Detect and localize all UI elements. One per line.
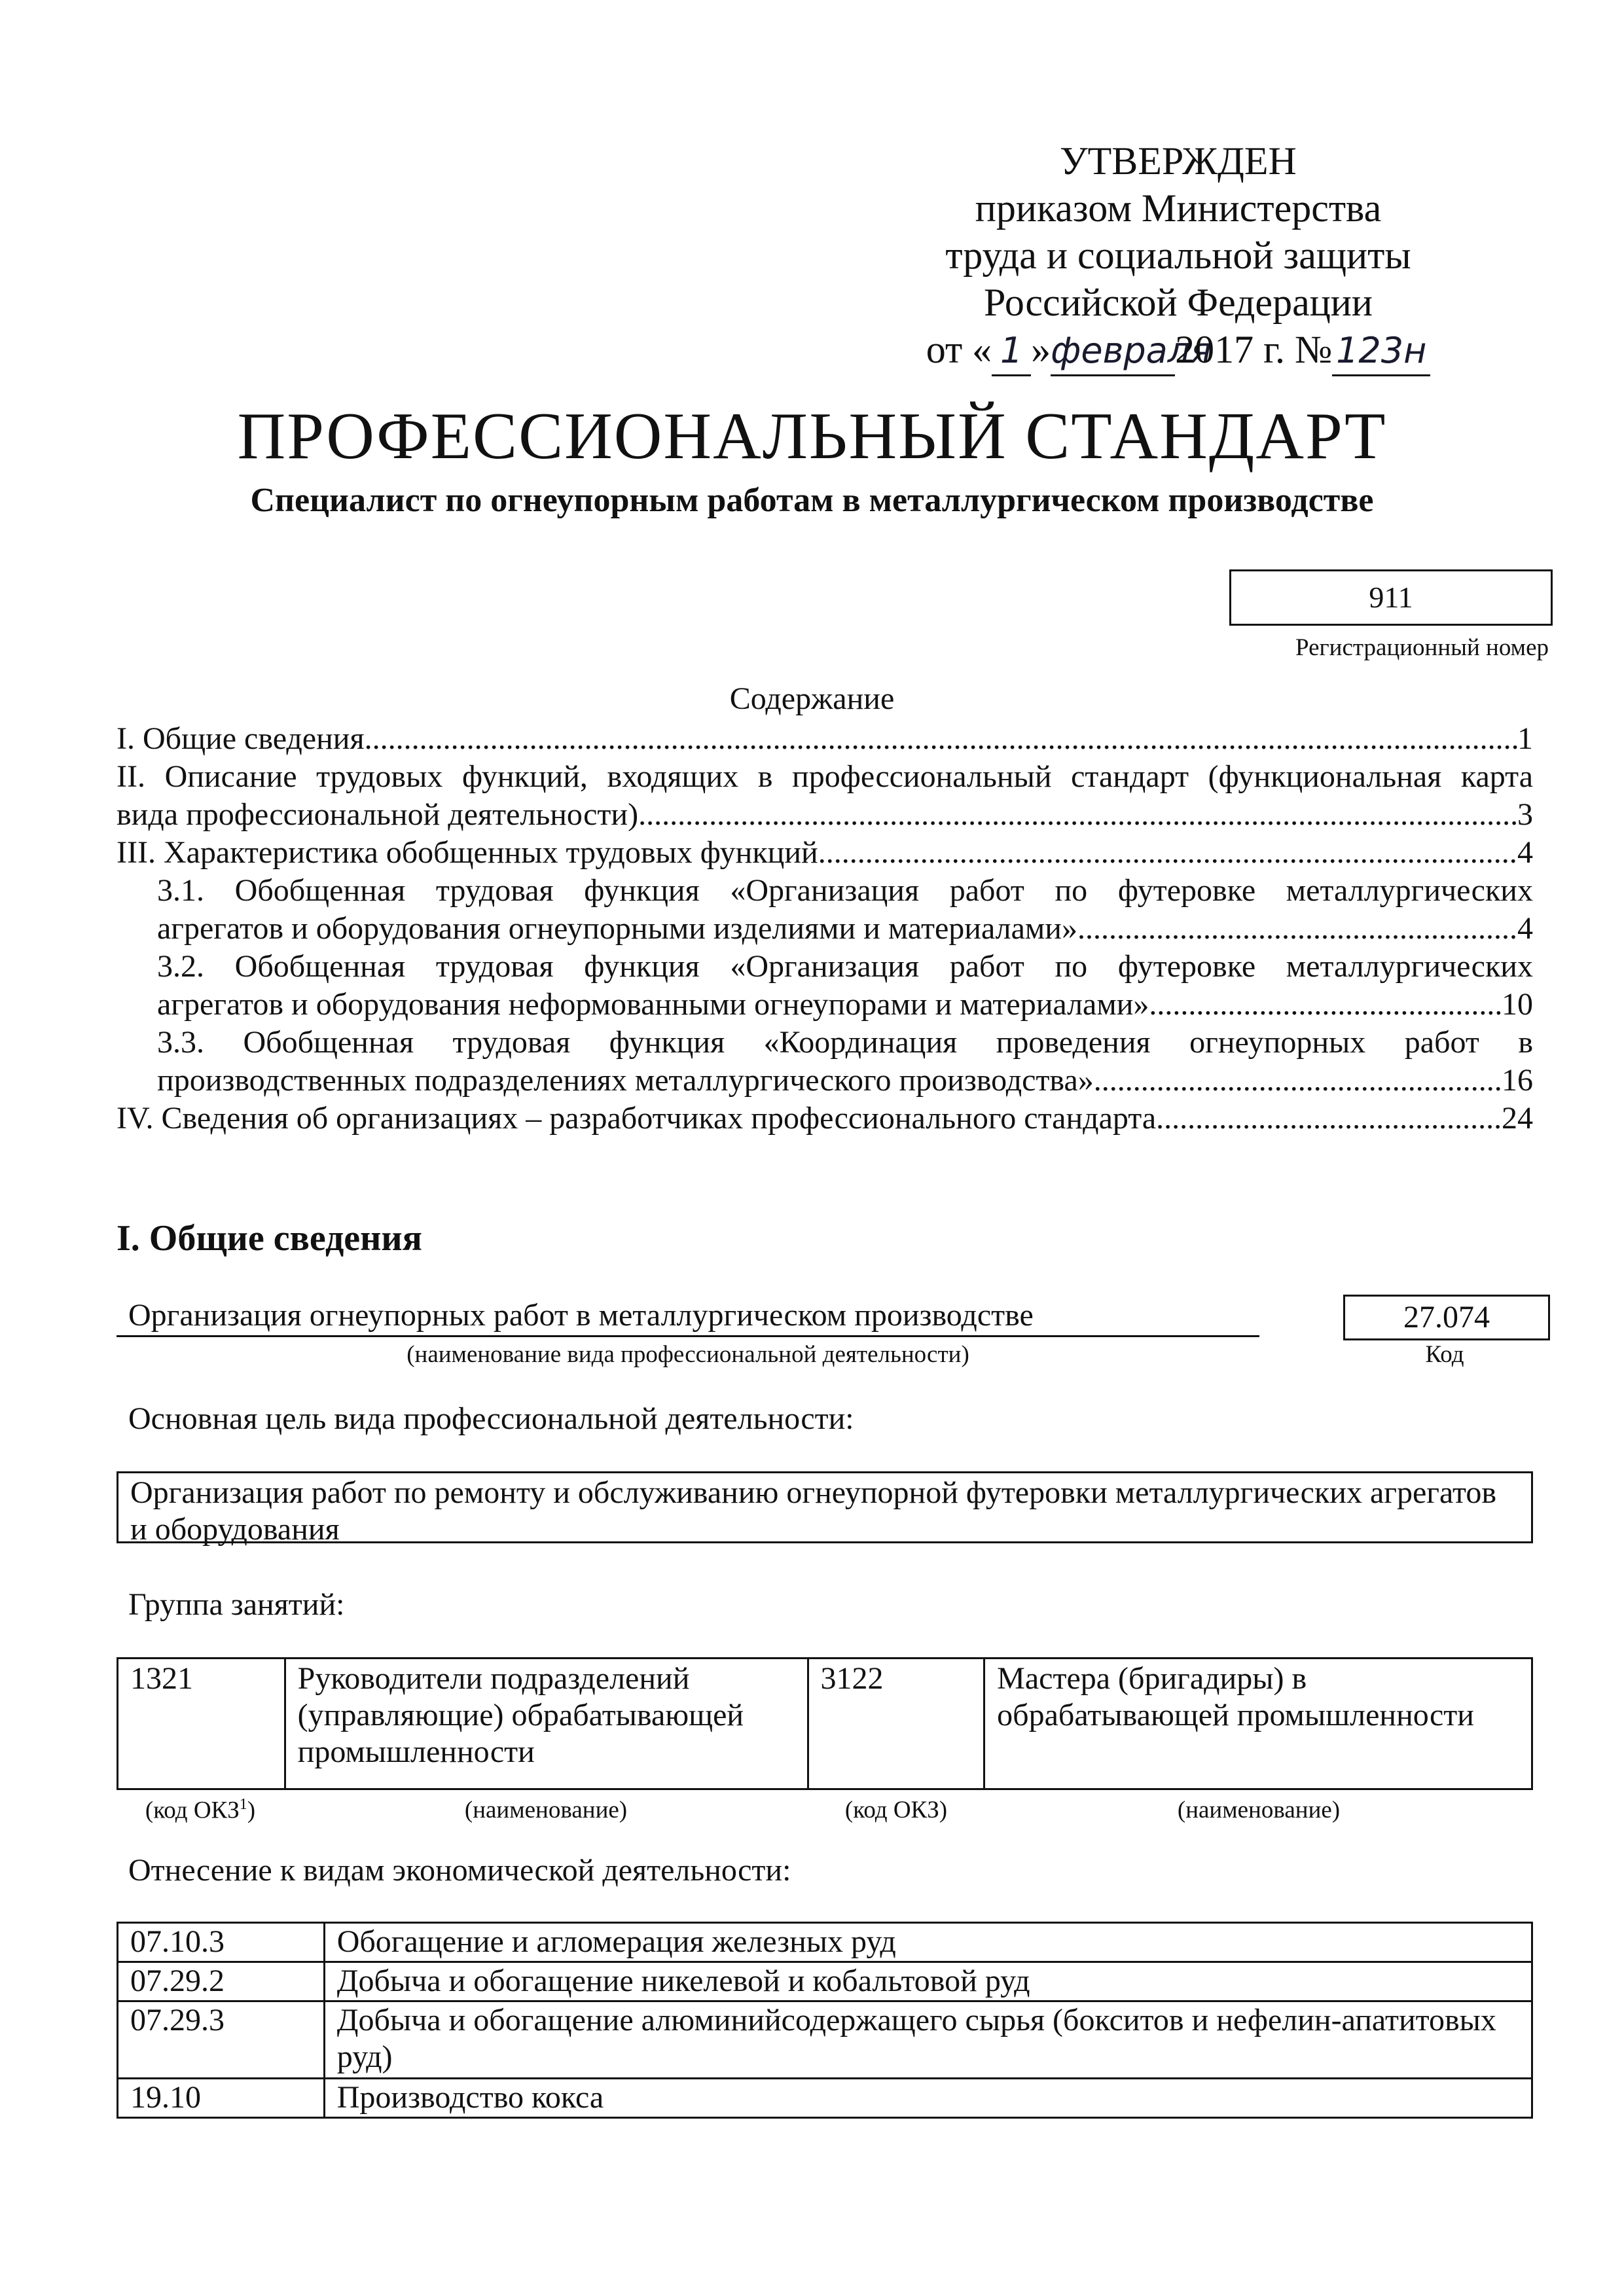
approval-title: УТВЕРЖДЕН <box>1060 139 1297 183</box>
footnote-marker: 1 <box>239 1796 247 1813</box>
table-row <box>118 1962 1532 2001</box>
registration-number-box: 911 <box>1229 569 1553 626</box>
date-year: 2017 г. № <box>1175 328 1333 371</box>
toc-page: 1 <box>1517 721 1533 756</box>
toc-item[interactable]: I. Общие сведения ..... 1 <box>117 720 1533 758</box>
handwritten-month: февраля <box>1051 327 1175 376</box>
document-title: ПРОФЕССИОНАЛЬНЫЙ СТАНДАРТ <box>237 399 1387 473</box>
table-row <box>118 1923 1532 1962</box>
economic-activity-table <box>117 1922 1533 2119</box>
occupation-name: Руководители подразделений (управляющие) обрабатывающей промышленности <box>285 1659 808 1789</box>
okved-code: 07.29.2 <box>118 1962 325 2001</box>
toc-item[interactable]: IV. Сведения об организациях – разработчиках профессионального стандарта ..... 24 <box>117 1100 1533 1138</box>
name-caption: (наименование) <box>464 1797 628 1823</box>
table-of-contents <box>117 720 1533 1138</box>
document-subtitle: Специалист по огнеупорным работам в металлургическом производстве <box>250 482 1374 519</box>
okved-name: Добыча и обогащение никелевой и кобальтовой руд <box>324 1962 1532 2001</box>
approval-line-2: труда и социальной защиты <box>945 234 1411 277</box>
occupation-name: Мастера (бригадиры) в обрабатывающей промышленности <box>984 1659 1532 1789</box>
okved-code: 19.10 <box>118 2079 325 2118</box>
okz-code-caption: (код ОКЗ) <box>844 1797 948 1823</box>
toc-item[interactable]: III. Характеристика обобщенных трудовых функций ..... 4 <box>117 834 1533 872</box>
toc-page: 3 <box>1517 797 1533 832</box>
toc-page: 24 <box>1502 1101 1533 1136</box>
activity-code-box: 27.074 <box>1343 1295 1550 1340</box>
approval-block <box>851 137 1506 376</box>
toc-page: 4 <box>1517 911 1533 946</box>
approval-line-3: Российской Федерации <box>983 281 1373 324</box>
occupation-code: 3122 <box>808 1659 984 1789</box>
goal-label: Основная цель вида профессиональной деятельности: <box>128 1401 854 1436</box>
okved-code: 07.10.3 <box>118 1923 325 1962</box>
toc-item[interactable]: 3.1. Обобщенная трудовая функция «Организация работ по футеровке металлургических агрегатов и оборудования огнеупорными изделиями и материалами» ..... 4 <box>117 872 1533 948</box>
toc-page: 10 <box>1502 987 1533 1022</box>
okved-name: Производство кокса <box>324 2079 1532 2118</box>
date-prefix: от « <box>926 328 992 371</box>
goal-box: Организация работ по ремонту и обслуживанию огнеупорной футеровки металлургических агрегатов и оборудования <box>117 1471 1533 1543</box>
occupation-code: 1321 <box>118 1659 285 1789</box>
toc-item[interactable]: 3.3. Обобщенная трудовая функция «Координация проведения огнеупорных работ в производственных подразделениях металлургического производства» ..... 16 <box>117 1024 1533 1100</box>
toc-item[interactable]: 3.2. Обобщенная трудовая функция «Организация работ по футеровке металлургических агрегатов и оборудования неформованными огнеупорами и материалами» ..... 10 <box>117 948 1533 1024</box>
table-row <box>118 2079 1532 2118</box>
handwritten-day: 1 <box>992 327 1031 376</box>
approval-date-line <box>851 326 1506 376</box>
table-row <box>118 2001 1532 2079</box>
toc-page: 4 <box>1517 835 1533 870</box>
economic-activity-label: Отнесение к видам экономической деятельности: <box>128 1853 791 1888</box>
okved-name: Обогащение и агломерация железных руд <box>324 1923 1532 1962</box>
okved-name: Добыча и обогащение алюминийсодержащего сырья (бокситов и нефелин-апатитовых руд) <box>324 2001 1532 2079</box>
toc-title: Содержание <box>729 681 895 716</box>
table-row <box>118 1659 1532 1789</box>
activity-underline <box>117 1335 1259 1337</box>
registration-number-label: Регистрационный номер <box>1295 634 1549 661</box>
toc-page: 16 <box>1502 1063 1533 1098</box>
okved-code: 07.29.3 <box>118 2001 325 2079</box>
handwritten-order-number: 123н <box>1332 327 1430 376</box>
name-caption: (наименование) <box>1177 1797 1341 1823</box>
activity-name: Организация огнеупорных работ в металлургическом производстве <box>128 1298 1034 1333</box>
occupation-table <box>117 1657 1533 1790</box>
toc-item[interactable]: II. Описание трудовых функций, входящих в профессиональный стандарт (функциональная карта вида профессиональной деятельности) ..... 3 <box>117 758 1533 834</box>
activity-code-caption: Код <box>1425 1341 1464 1368</box>
approval-line-1: приказом Министерства <box>975 187 1382 230</box>
occupation-label: Группа занятий: <box>128 1587 345 1622</box>
date-mid: » <box>1031 328 1051 371</box>
okz-code-caption: (код ОКЗ$^1$) <box>145 1796 256 1824</box>
activity-caption: (наименование вида профессиональной деятельности) <box>406 1341 969 1368</box>
section-heading: I. Общие сведения <box>117 1218 422 1259</box>
